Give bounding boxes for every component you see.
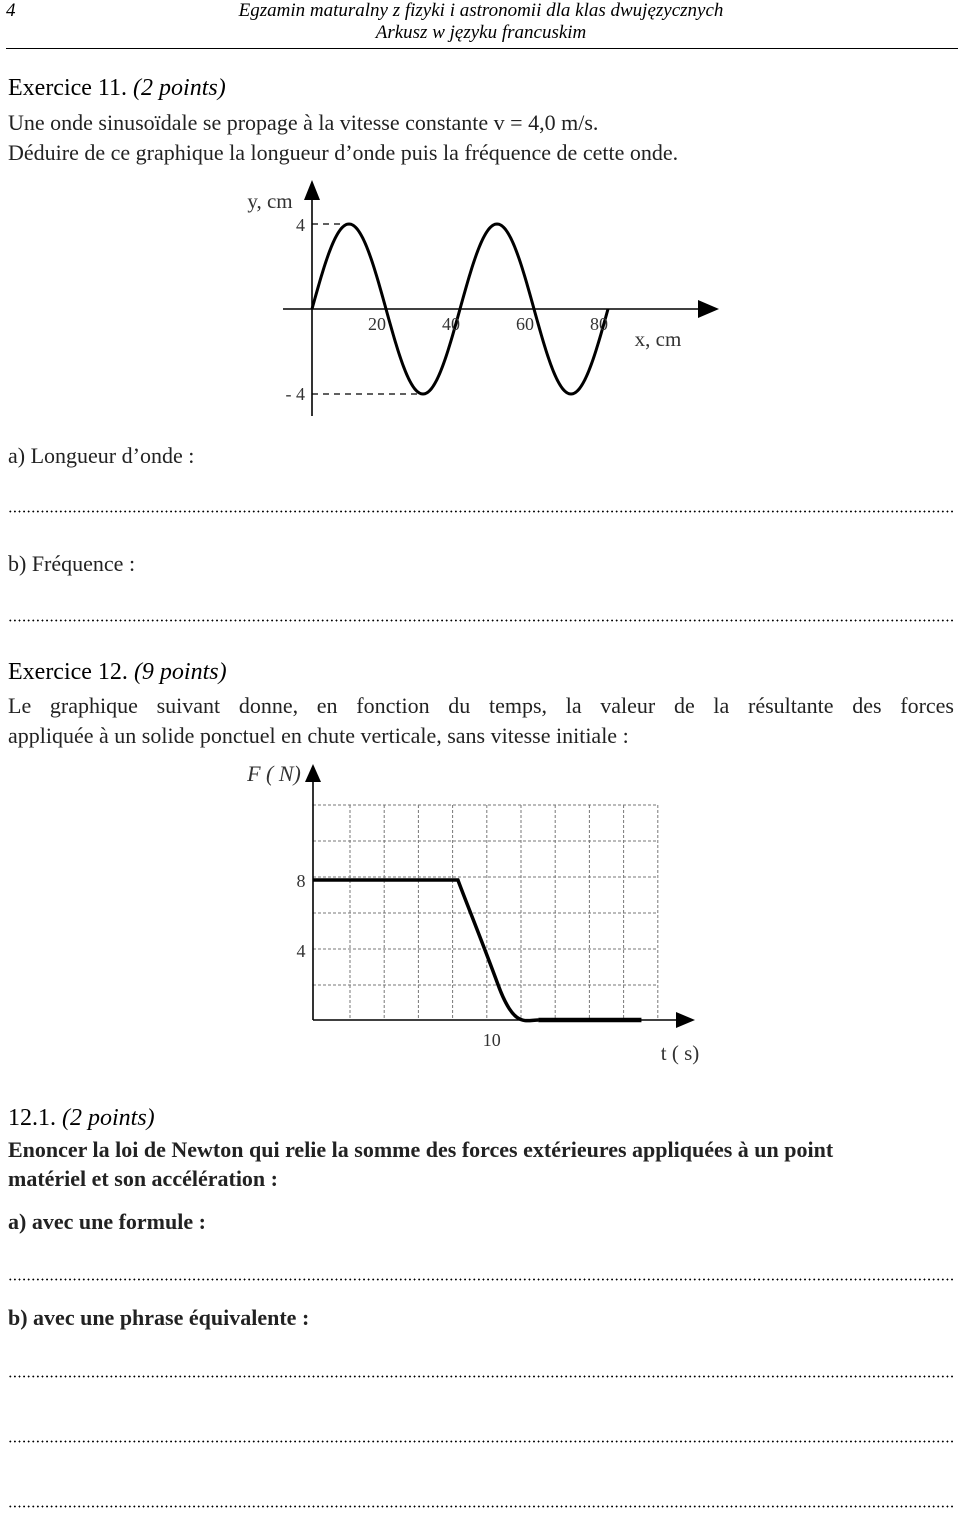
y-tick-label: 4	[296, 215, 305, 235]
answer-line[interactable]	[8, 510, 954, 513]
item-b-sentence: b) avec une phrase équivalente :	[8, 1305, 310, 1330]
exercise-12-line-1: Le graphique suivant donne, en fonction du temps, la valeur de la résultante des forces	[8, 693, 954, 718]
wave-chart	[0, 170, 960, 430]
force-curve	[313, 880, 538, 1021]
x-tick-label: 40	[442, 314, 460, 334]
header-line-2: Arkusz w języku francuskim	[375, 22, 587, 43]
question-12-1-line-2: matériel et son accélération :	[8, 1166, 278, 1191]
y-tick-label: - 4	[285, 384, 305, 404]
x-tick-label: 10	[482, 1030, 501, 1050]
exercise-12-label: Exercice 12.	[8, 659, 128, 685]
question-12-1-line-1: Enoncer la loi de Newton qui relie la somme des forces extérieures appliquées à un point	[8, 1137, 834, 1162]
exercise-12-points: (9 points)	[133, 659, 227, 685]
y-tick-label: 8	[296, 871, 306, 891]
y-axis-arrow	[305, 764, 321, 782]
header-line-1: Egzamin maturalny z fizyki i astronomii dla klas dwujęzycznych	[238, 0, 724, 21]
answer-line[interactable]	[8, 1440, 954, 1443]
force-chart	[0, 750, 960, 1070]
x-tick-label: 20	[368, 314, 386, 334]
question-12-1-title	[8, 1105, 155, 1132]
x-axis-arrow	[698, 300, 719, 318]
y-axis-arrow	[304, 180, 320, 200]
x-axis-label: t ( s)	[660, 1041, 700, 1065]
answer-line[interactable]	[8, 1278, 954, 1281]
item-a-formula: a) avec une formule :	[8, 1209, 206, 1234]
page-header	[214, 0, 748, 44]
y-tick-label: 4	[296, 941, 306, 961]
item-a-wavelength: a) Longueur d’onde :	[8, 443, 195, 468]
exercise-12-title	[8, 659, 227, 686]
header-rule	[6, 48, 958, 49]
x-axis-label: x, cm	[634, 327, 682, 351]
exercise-11-points: (2 points)	[133, 75, 226, 101]
answer-line[interactable]	[8, 1505, 954, 1508]
exercise-11-title	[8, 75, 226, 102]
page-number: 4	[6, 0, 16, 21]
exercise-11-label: Exercice 11.	[8, 75, 128, 101]
y-axis-label: y, cm	[247, 189, 293, 213]
exercise-12-line-2: appliquée à un solide ponctuel en chute verticale, sans vitesse initiale :	[8, 723, 629, 748]
exercise-11-line-1: Une onde sinusoïdale se propage à la vitesse constante v = 4,0 m/s.	[8, 110, 599, 135]
question-12-1-points: (2 points)	[62, 1105, 155, 1131]
exercise-11-line-2: Déduire de ce graphique la longueur d’onde puis la fréquence de cette onde.	[8, 140, 679, 165]
y-axis-label: F ( N)	[247, 761, 301, 786]
item-b-frequency: b) Fréquence :	[8, 551, 136, 576]
x-tick-label: 80	[590, 314, 608, 334]
question-12-1-label: 12.1.	[8, 1105, 56, 1131]
x-axis-arrow	[676, 1012, 695, 1028]
x-tick-label: 60	[516, 314, 534, 334]
answer-line[interactable]	[8, 1375, 954, 1378]
answer-line[interactable]	[8, 619, 954, 622]
